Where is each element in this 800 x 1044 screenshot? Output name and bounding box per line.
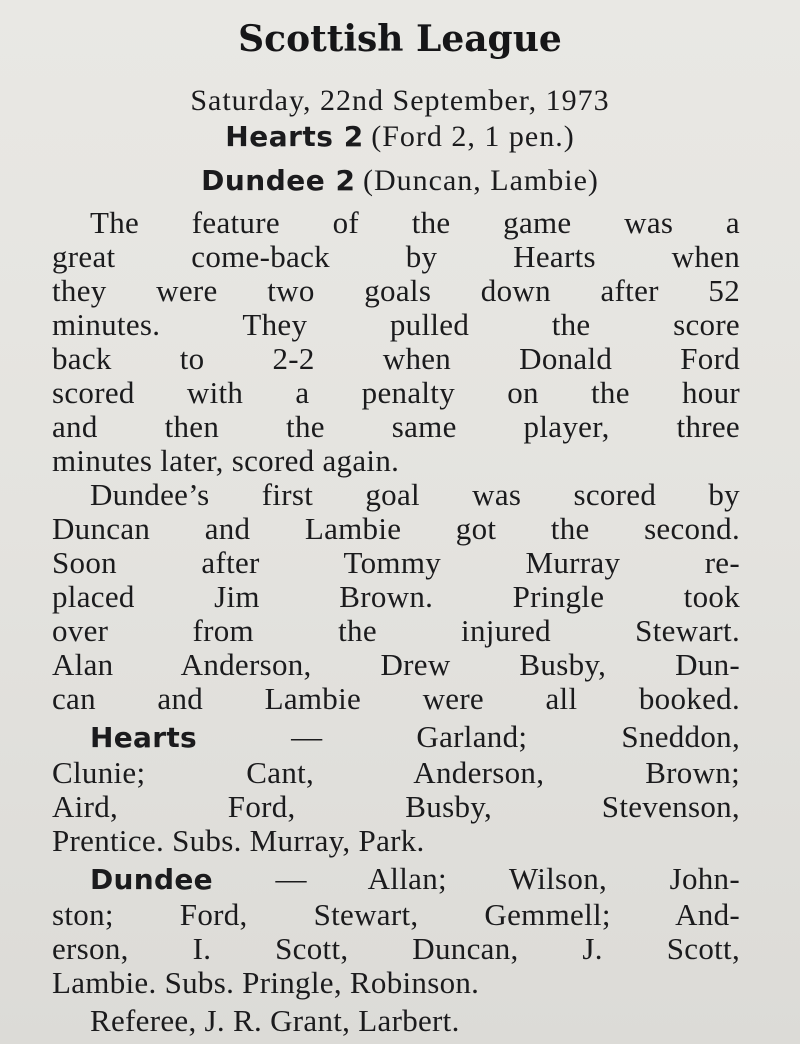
report-line: over from the injured Stewart. xyxy=(52,613,740,648)
dundee-label: Dundee xyxy=(90,863,213,896)
report-line: back to 2-2 when Donald Ford xyxy=(52,341,740,376)
report-line: Alan Anderson, Drew Busby, Dun- xyxy=(52,647,740,682)
report-line: The feature of the game was a xyxy=(90,205,740,240)
hearts-label: Hearts xyxy=(90,721,197,754)
report-line: Soon after Tommy Murray re- xyxy=(52,545,740,580)
home-scorers: (Ford 2, 1 pen.) xyxy=(371,120,575,153)
report-line: can and Lambie were all booked. xyxy=(52,681,740,716)
referee-line: Referee, J. R. Grant, Larbert. xyxy=(90,1003,460,1038)
hearts-lineup-line: Aird, Ford, Busby, Stevenson, xyxy=(52,789,740,824)
report-line: Dundee’s first goal was scored by xyxy=(90,477,740,512)
home-score-line xyxy=(0,120,800,154)
hearts-lineup-line: Clunie; Cant, Anderson, Brown; xyxy=(52,755,740,790)
dundee-lineup-line: ston; Ford, Stewart, Gemmell; And- xyxy=(52,897,740,932)
report-line: they were two goals down after 52 xyxy=(52,273,740,308)
report-line: and then the same player, three xyxy=(52,409,740,444)
report-line: scored with a penalty on the hour xyxy=(52,375,740,410)
dundee-lineup-line: Lambie. Subs. Pringle, Robinson. xyxy=(52,965,480,1000)
match-date: Saturday, 22nd September, 1973 xyxy=(190,84,610,117)
dundee-lineup-line: erson, I. Scott, Duncan, J. Scott, xyxy=(52,931,740,966)
dundee-lineup-first-line xyxy=(90,862,740,896)
report-line: Duncan and Lambie got the second. xyxy=(52,511,740,546)
report-line: great come-back by Hearts when xyxy=(52,239,740,274)
home-team-score: Hearts 2 xyxy=(225,120,364,153)
dundee-lineup-text: — Allan; Wilson, John- xyxy=(275,861,740,896)
hearts-lineup-text: — Garland; Sneddon, xyxy=(291,719,740,754)
report-line: minutes later, scored again. xyxy=(52,443,400,478)
report-line: minutes. They pulled the score xyxy=(52,307,740,342)
hearts-lineup-first-line xyxy=(90,720,740,754)
away-team-score: Dundee 2 xyxy=(201,164,356,197)
report-line: placed Jim Brown. Pringle took xyxy=(52,579,740,614)
away-score-line xyxy=(0,164,800,198)
away-scorers: (Duncan, Lambie) xyxy=(362,164,599,197)
heading: Scottish League xyxy=(238,18,562,60)
hearts-lineup-line: Prentice. Subs. Murray, Park. xyxy=(52,823,425,858)
